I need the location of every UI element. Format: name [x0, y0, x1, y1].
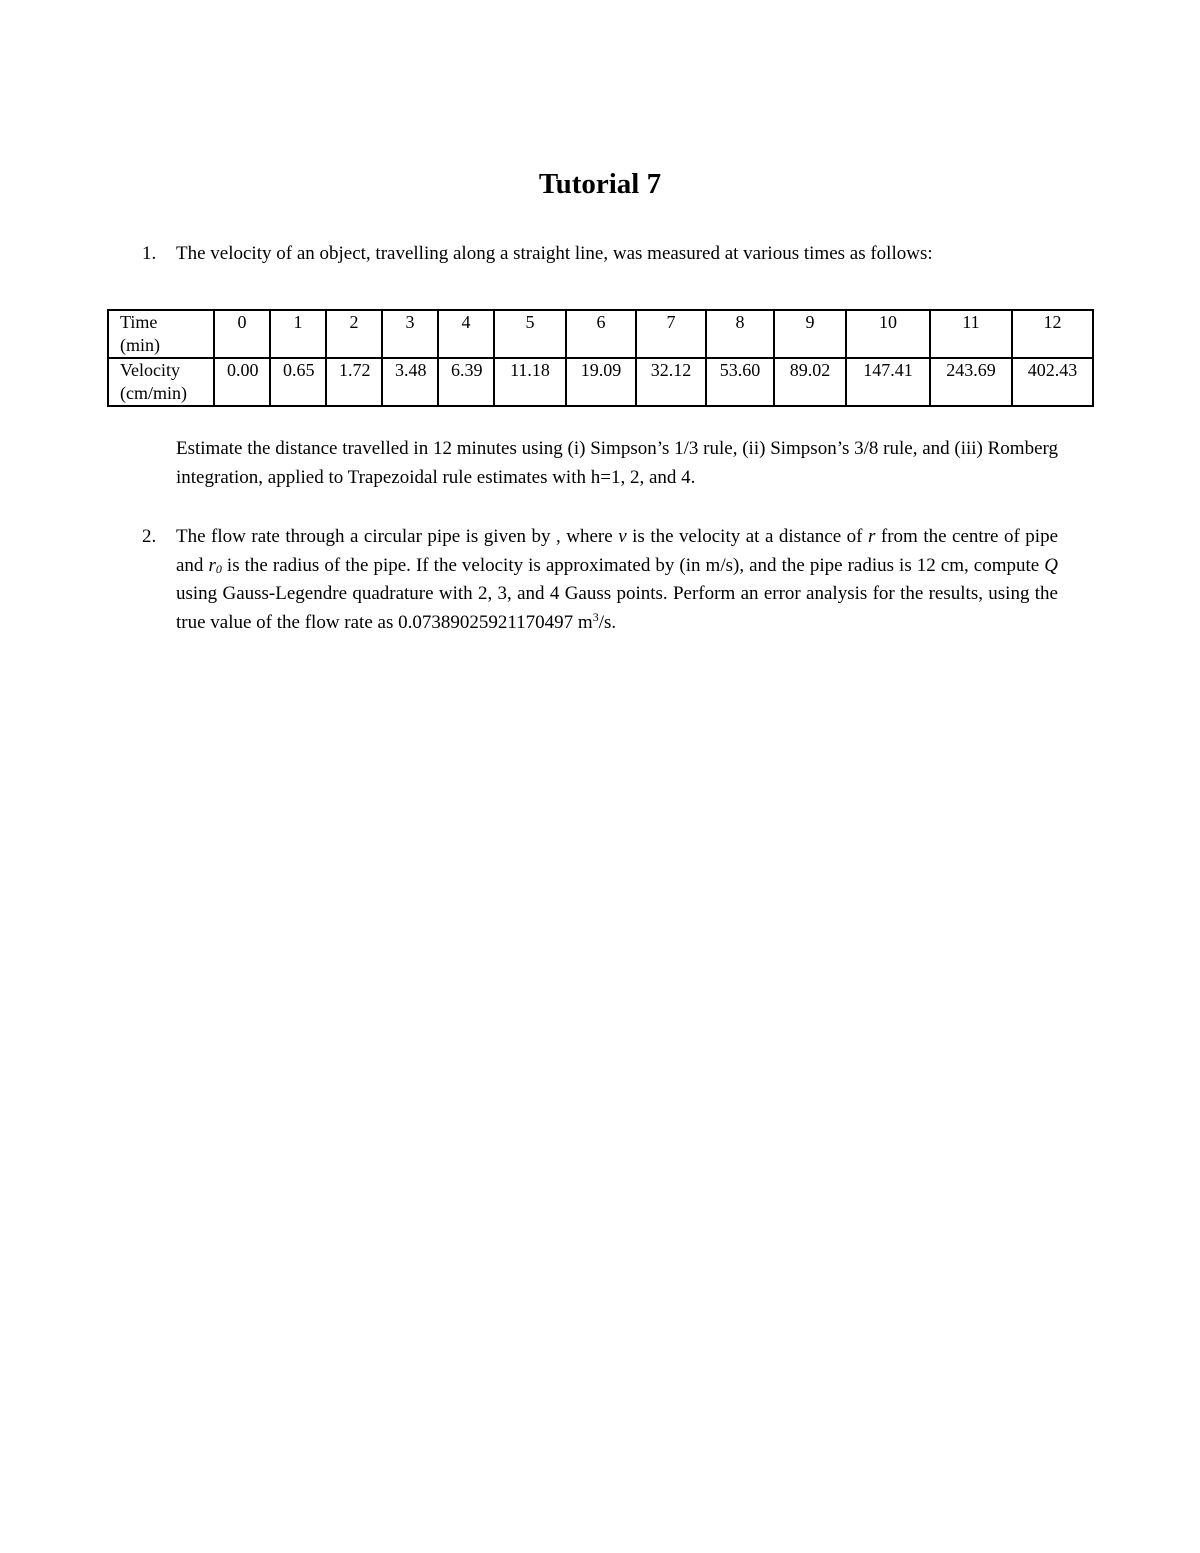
- time-cell: 0: [214, 310, 270, 358]
- question-1-task: Estimate the distance travelled in 12 minutes using (i) Simpson’s 1/3 rule, (ii) Simpson’s 3/8 rule, and (iii) Romberg integration, applied to Trapezoidal rule estimates with h=1, 2, and 4.: [176, 438, 1058, 488]
- velocity-cell: 32.12: [636, 358, 706, 406]
- pipe-radius-subscript: 0: [215, 561, 222, 576]
- page-title: Tutorial 7: [538, 168, 662, 200]
- velocity-cell: 0.00: [214, 358, 270, 406]
- time-unit: (min): [120, 335, 160, 355]
- time-header-cell: [108, 310, 214, 358]
- time-cell: 8: [706, 310, 774, 358]
- q2-part5: using Gauss-Legendre quadrature with 2, 3, and 4 Gauss points. Perform an error analysis for the results, using the true value of the flow rate as 0.07389025921170497 m: [176, 583, 1058, 633]
- time-cell: 11: [930, 310, 1012, 358]
- q2-part2: is the velocity at a distance of: [626, 526, 868, 547]
- velocity-symbol: v: [618, 526, 627, 547]
- question-1-intro: The velocity of an object, travelling along a straight line, was measured at various times as follows:: [176, 243, 933, 264]
- time-label: Time: [120, 312, 158, 332]
- velocity-cell: 243.69: [930, 358, 1012, 406]
- velocity-cell: 0.65: [270, 358, 326, 406]
- velocity-cell: 147.41: [846, 358, 930, 406]
- q2-part6: /s.: [598, 611, 617, 633]
- unit-exponent: 3: [592, 609, 599, 624]
- velocity-cell: 6.39: [438, 358, 494, 406]
- time-cell: 10: [846, 310, 930, 358]
- radius-symbol: r: [867, 526, 876, 547]
- velocity-table: [107, 309, 1094, 407]
- time-cell: 3: [382, 310, 438, 358]
- velocity-cell: 11.18: [494, 358, 566, 406]
- velocity-unit: (cm/min): [120, 383, 187, 403]
- flow-rate-symbol: Q: [1044, 554, 1059, 576]
- time-cell: 1: [270, 310, 326, 358]
- velocity-header-cell: [108, 358, 214, 406]
- q2-part4: is the radius of the pipe. If the velocity is approximated by (in m/s), and the pipe radius is 12 cm, compute: [221, 554, 1045, 576]
- velocity-cell: 1.72: [326, 358, 382, 406]
- question-2-text: [176, 523, 1058, 637]
- velocity-cell: 53.60: [706, 358, 774, 406]
- time-cell: 7: [636, 310, 706, 358]
- time-cell: 12: [1012, 310, 1093, 358]
- time-cell: 2: [326, 310, 382, 358]
- velocity-cell: 89.02: [774, 358, 846, 406]
- pipe-radius-symbol: r: [208, 554, 216, 576]
- time-cell: 5: [494, 310, 566, 358]
- table-row-time: [108, 310, 1093, 358]
- time-cell: 9: [774, 310, 846, 358]
- time-cell: 4: [438, 310, 494, 358]
- velocity-cell: 3.48: [382, 358, 438, 406]
- q2-part1: The flow rate through a circular pipe is given by , where: [176, 526, 619, 547]
- velocity-cell: 402.43: [1012, 358, 1093, 406]
- question-1-number: 1.: [142, 243, 157, 264]
- time-cell: 6: [566, 310, 636, 358]
- table-row-velocity: [108, 358, 1093, 406]
- q2-part3: from the centre of pipe and: [176, 526, 1058, 576]
- velocity-label: Velocity: [120, 360, 180, 380]
- velocity-cell: 19.09: [566, 358, 636, 406]
- question-2-number: 2.: [142, 526, 157, 547]
